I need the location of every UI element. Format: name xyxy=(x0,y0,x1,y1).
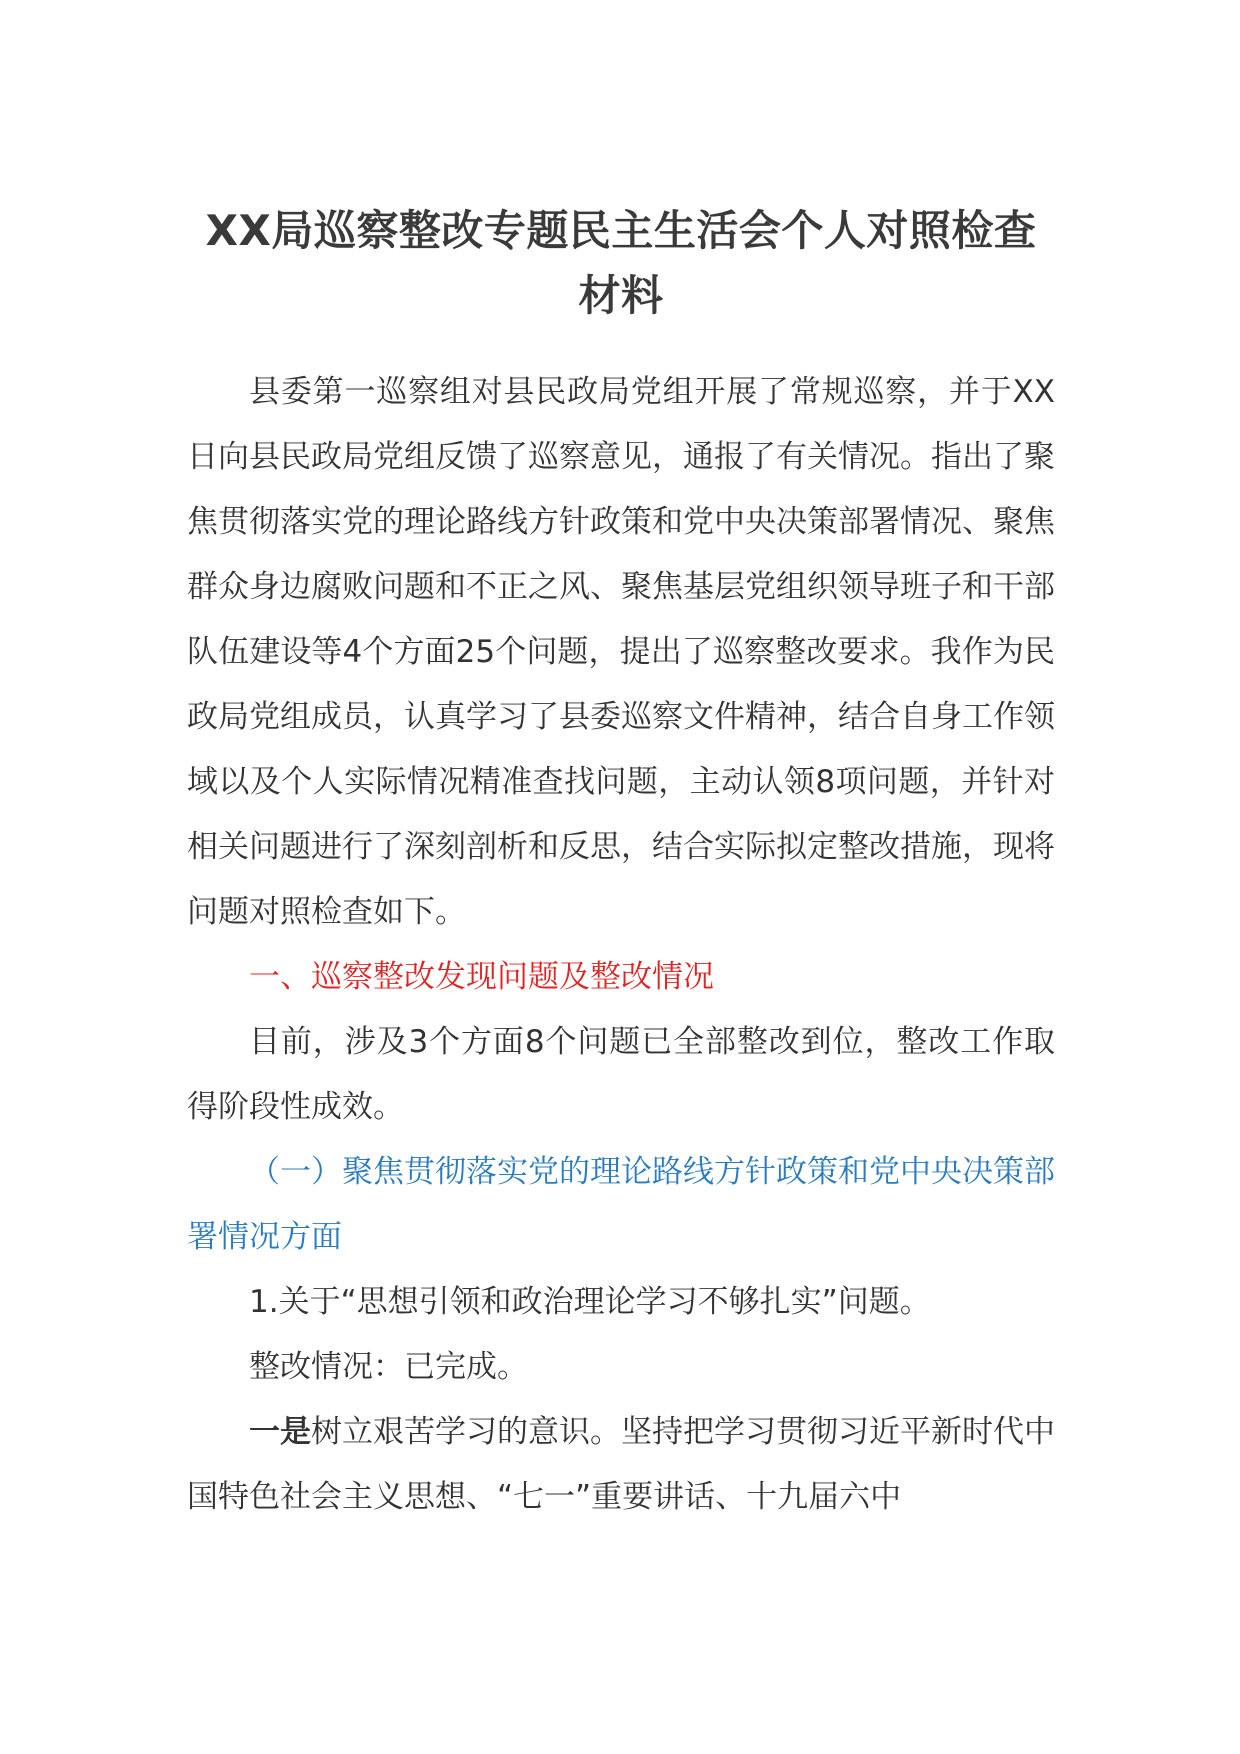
measure-paragraph xyxy=(187,1400,1055,1530)
document-title: XX局巡察整改专题民主生活会个人对照检查材料 xyxy=(205,206,1037,320)
section-summary: 目前，涉及3个方面8个问题已全部整改到位，整改工作取得阶段性成效。 xyxy=(187,1024,1055,1125)
measure-text: 树立艰苦学习的意识。坚持把学习贯彻习近平新时代中国特色社会主义思想、“七一”重要讲话、十九届六中 xyxy=(187,1414,1055,1515)
section-heading: 一、巡察整改发现问题及整改情况 xyxy=(249,959,714,995)
measure-lead: 一是 xyxy=(249,1414,311,1450)
subsection-heading: （一）聚焦贯彻落实党的理论路线方针政策和党中央决策部署情况方面 xyxy=(187,1154,1055,1255)
intro-paragraph: 县委第一巡察组对县民政局党组开展了常规巡察，并于XX日向县民政局党组反馈了巡察意见，通报了有关情况。指出了聚焦贯彻落实党的理论路线方针政策和党中央决策部署情况、聚焦群众身边腐败问题和不正之风、聚焦基层党组织领导班子和干部队伍建设等4个方面25个问题，提出了巡察整改要求。我作为民政局党组成员，认真学习了县委巡察文件精神，结合自身工作领域以及个人实际情况精准查找问题，主动认领8项问题，并针对相关问题进行了深刻剖析和反思，结合实际拟定整改措施，现将问题对照检查如下。 xyxy=(187,374,1055,930)
item-status: 整改情况：已完成。 xyxy=(249,1349,528,1385)
item-title: 1.关于“思想引领和政治理论学习不够扎实”问题。 xyxy=(249,1284,931,1320)
document-body xyxy=(187,198,1055,1530)
